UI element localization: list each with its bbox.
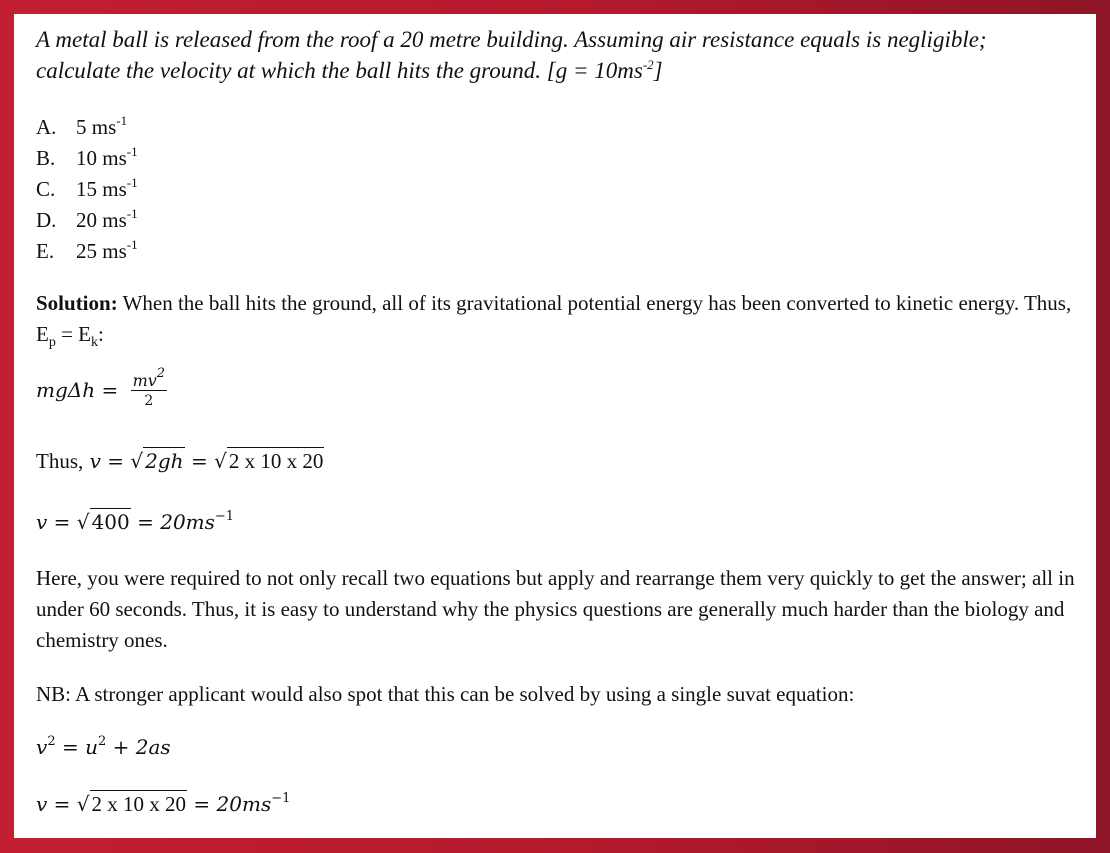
document-page — [14, 14, 1096, 838]
eq5-equals-2: = — [193, 792, 211, 816]
eq1-lhs: mgΔh — [36, 378, 96, 402]
eq4-rest: + 2as — [112, 735, 171, 759]
option-letter: E. — [36, 239, 55, 263]
eq4-equals: = — [61, 735, 79, 759]
option-a — [36, 112, 127, 142]
eq1-denominator: 2 — [144, 393, 154, 409]
equation-suvat — [36, 735, 171, 759]
option-exponent: -1 — [126, 175, 138, 190]
eq3-var: v — [36, 510, 48, 534]
eq1-equals: = — [101, 378, 119, 402]
option-exponent: -1 — [126, 237, 138, 252]
option-value: 15 ms — [76, 177, 127, 201]
subscript-p: p — [48, 335, 56, 350]
eq5-equals-1: = — [53, 792, 71, 816]
eq2-var: v — [89, 449, 101, 473]
option-d — [36, 205, 138, 235]
eq3-result: 20ms — [160, 510, 215, 534]
eq2-radicand-1: 2gh — [145, 449, 184, 473]
equation-suvat-result — [36, 792, 290, 817]
eq2-sqrt-1: √ 2gh — [130, 449, 184, 473]
question-text: A metal ball is released from the roof a 20 metre building. Assuming air resistance equals is negligible; — [36, 27, 987, 52]
eq2-equals-1: = — [107, 449, 125, 473]
eq3-sqrt: √ 400 — [76, 510, 130, 534]
solution-paragraph — [36, 288, 1076, 350]
eq2-sqrt-2: √2 x 10 x 20 — [214, 449, 324, 473]
subscript-k: k — [91, 335, 98, 350]
nb-paragraph — [36, 679, 1076, 710]
option-value: 20 ms — [76, 208, 127, 232]
question-line-1 — [36, 25, 987, 55]
question-exponent: -2 — [642, 57, 654, 72]
eq3-equals-1: = — [53, 510, 71, 534]
eq5-exponent: −1 — [271, 791, 291, 806]
option-exponent: -1 — [126, 144, 138, 159]
equation-result — [36, 510, 234, 534]
option-value: 10 ms — [76, 146, 127, 170]
option-letter: D. — [36, 208, 57, 232]
eq5-var: v — [36, 792, 48, 816]
solution-colon: : — [98, 322, 104, 346]
eq5-result: 20ms — [216, 792, 272, 816]
option-e — [36, 236, 138, 266]
explanation-paragraph — [36, 563, 1076, 656]
eq1-fraction — [131, 366, 168, 411]
option-value: 5 ms — [76, 115, 117, 139]
eq5-radicand: 2 x 10 x 20 — [91, 792, 187, 816]
eq2-prefix: Thus, — [36, 449, 84, 473]
question-line-2 — [36, 56, 663, 86]
equation-energy — [36, 366, 167, 411]
solution-label: Solution: — [36, 291, 118, 315]
solution-equals: = E — [55, 322, 91, 346]
eq3-radicand: 400 — [91, 510, 130, 534]
question-close-bracket: ] — [653, 58, 663, 83]
option-exponent: -1 — [116, 113, 128, 128]
eq4-u: u — [85, 735, 98, 759]
nb-text: NB: A stronger applicant would also spot that this can be solved by using a single suvat equation: — [36, 682, 855, 706]
explanation-text: Here, you were required to not only recall two equations but apply and rearrange them very quickly to get the answer; all in under 60 seconds. Thus, it is easy to understand why the physics questions are generally much harder than the biology and chemistry ones. — [36, 566, 1075, 652]
eq4-v-exponent: 2 — [47, 734, 56, 749]
solution-text: When the ball hits the ground, all of its gravitational potential energy has been converted to kinetic energy. Thus, E — [36, 291, 1072, 346]
equation-velocity — [36, 449, 324, 474]
eq4-v: v — [36, 735, 48, 759]
eq4-u-exponent: 2 — [97, 734, 107, 749]
option-c — [36, 174, 138, 204]
eq2-radicand-2: 2 x 10 x 20 — [228, 449, 324, 473]
option-value: 25 ms — [76, 239, 127, 263]
eq1-numerator: mv — [132, 371, 157, 390]
eq3-equals-2: = — [137, 510, 154, 534]
eq1-numerator-exponent: 2 — [156, 366, 166, 381]
question-text-2: calculate the velocity at which the ball hits the ground. [g = 10ms — [36, 58, 643, 83]
eq2-equals-2: = — [190, 449, 208, 473]
eq5-sqrt: √2 x 10 x 20 — [76, 792, 187, 816]
option-letter: B. — [36, 146, 56, 170]
eq3-exponent: −1 — [214, 509, 235, 524]
option-b — [36, 143, 138, 173]
option-letter: A. — [36, 115, 57, 139]
option-exponent: -1 — [126, 206, 138, 221]
option-letter: C. — [36, 177, 56, 201]
